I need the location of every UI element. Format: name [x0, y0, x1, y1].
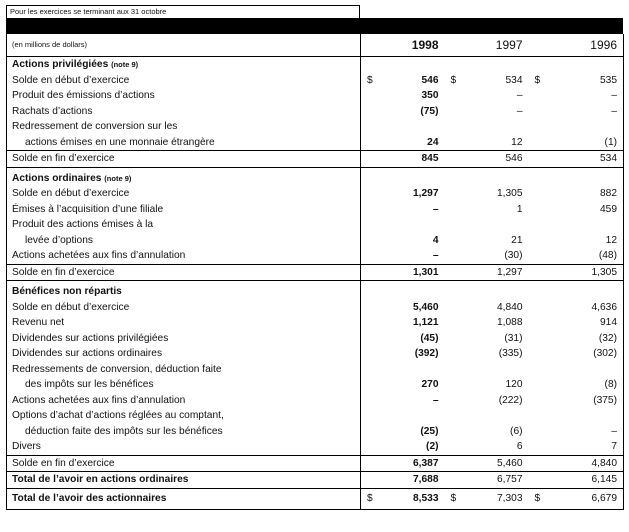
value-1998: –	[432, 394, 439, 406]
row-label: Bénéfices non répartis	[7, 284, 361, 300]
value-1997	[463, 408, 529, 424]
row-label: Solde en fin d’exercice	[7, 151, 361, 168]
currency-symbol	[445, 248, 463, 264]
currency-symbol	[529, 424, 547, 440]
table-row	[7, 217, 624, 233]
value-1996	[547, 171, 624, 187]
currency-symbol: $	[445, 488, 463, 509]
currency-symbol	[445, 424, 463, 440]
row-label: Solde en fin d’exercice	[7, 455, 361, 472]
value-1997: 1,305	[497, 188, 523, 199]
currency-symbol	[529, 455, 547, 472]
value-1998: 546	[421, 74, 439, 86]
value-1997	[463, 57, 529, 73]
currency-symbol: $	[361, 73, 379, 89]
currency-symbol	[529, 248, 547, 264]
value-1996	[547, 408, 624, 424]
currency-symbol	[445, 300, 463, 316]
currency-symbol	[529, 377, 547, 393]
value-1996: 4,840	[547, 455, 624, 472]
value-1996: (48)	[547, 248, 624, 264]
value-1996	[547, 217, 624, 233]
row-label: Redressement de conversion sur les	[7, 119, 361, 135]
value-1996	[547, 362, 624, 378]
value-1997: (31)	[504, 332, 523, 344]
currency-symbol	[361, 408, 379, 424]
value-1996: 882	[547, 186, 624, 202]
value-1996: 7	[547, 439, 624, 455]
row-label: Produit des actions émises à la	[7, 217, 361, 233]
value-1998	[379, 171, 445, 187]
value-1997: 546	[463, 151, 529, 168]
note-ref: (note 9)	[104, 173, 132, 183]
row-label: déduction faite des impôts sur les bénéfices	[7, 424, 361, 440]
row-label: levée d’options	[7, 233, 361, 249]
value-1997	[463, 217, 529, 233]
value-1996	[547, 119, 624, 135]
value-1996: 535	[547, 73, 624, 89]
currency-symbol	[445, 284, 463, 300]
row-label: actions émises en une monnaie étrangère	[7, 135, 361, 151]
currency-symbol	[361, 202, 379, 218]
currency-symbol	[529, 119, 547, 135]
table-caption: Pour les exercices se terminant aux 31 octobre	[6, 5, 360, 18]
row-label: des impôts sur les bénéfices	[7, 377, 361, 393]
year-1998: 1998	[379, 34, 445, 57]
currency-symbol	[361, 377, 379, 393]
currency-symbol: $	[529, 488, 547, 509]
value-1997: 4,840	[497, 301, 523, 313]
total-row	[7, 455, 624, 472]
currency-symbol	[361, 119, 379, 135]
value-1998: 5,460	[413, 301, 439, 313]
currency-symbol	[445, 88, 463, 104]
currency-symbol	[361, 88, 379, 104]
row-label: Rachats d’actions	[7, 104, 361, 120]
currency-symbol	[361, 331, 379, 347]
currency-symbol	[445, 439, 463, 455]
value-1998: 4	[432, 234, 439, 246]
value-1998: (25)	[420, 425, 439, 437]
currency-symbol	[361, 472, 379, 489]
row-label: Solde en fin d’exercice	[7, 264, 361, 281]
currency-symbol	[445, 393, 463, 409]
value-1997	[463, 171, 529, 187]
value-1998: 7,688	[413, 474, 439, 485]
currency-symbol	[529, 151, 547, 168]
table-row	[7, 186, 624, 202]
value-1996: 6,679	[547, 488, 624, 509]
section-header-row	[7, 171, 624, 187]
value-1997	[463, 362, 529, 378]
currency-symbol	[529, 393, 547, 409]
currency-symbol	[529, 171, 547, 187]
value-1997: 21	[511, 234, 523, 246]
value-1996: –	[547, 88, 624, 104]
total-row	[7, 264, 624, 281]
currency-symbol	[445, 346, 463, 362]
value-1997: 7,303	[463, 488, 529, 509]
currency-symbol	[445, 233, 463, 249]
currency-symbol	[361, 171, 379, 187]
value-1998	[379, 284, 445, 300]
currency-symbol	[361, 186, 379, 202]
value-1998: 1,121	[413, 317, 439, 328]
row-label: Revenu net	[7, 315, 361, 331]
value-1996: (32)	[547, 331, 624, 347]
value-1996: 1,305	[547, 264, 624, 281]
value-1997: 6,757	[497, 474, 523, 485]
value-1997	[463, 119, 529, 135]
currency-symbol	[361, 104, 379, 120]
row-label: Solde en début d’exercice	[7, 300, 361, 316]
currency-symbol	[529, 284, 547, 300]
value-1998: (75)	[420, 105, 439, 117]
section-header-row	[7, 284, 624, 300]
table-row	[7, 346, 624, 362]
value-1996: (302)	[547, 346, 624, 362]
value-1998	[379, 217, 445, 233]
value-1997: (222)	[498, 394, 523, 406]
currency-symbol	[529, 135, 547, 151]
currency-symbol	[361, 284, 379, 300]
shareholders-equity-table	[6, 34, 624, 510]
year-1996: 1996	[547, 34, 624, 57]
currency-symbol	[529, 362, 547, 378]
currency-symbol	[361, 346, 379, 362]
table-row	[7, 104, 624, 120]
table-row	[7, 362, 624, 378]
value-1996	[547, 57, 624, 73]
currency-symbol: $	[534, 74, 541, 86]
currency-symbol	[529, 57, 547, 73]
value-1996: –	[547, 424, 624, 440]
value-1997: –	[516, 105, 523, 117]
value-1997: –	[516, 90, 523, 101]
table-row	[7, 202, 624, 218]
value-1998: 270	[421, 379, 439, 390]
table-row	[7, 439, 624, 455]
row-label: Actions achetées aux fins d’annulation	[7, 248, 361, 264]
table-row	[7, 424, 624, 440]
currency-symbol	[445, 171, 463, 187]
table-row	[7, 248, 624, 264]
value-1998	[379, 57, 445, 73]
value-1997: 120	[505, 379, 523, 390]
row-label: Total de l’avoir en actions ordinaires	[7, 472, 361, 489]
currency-symbol	[445, 331, 463, 347]
currency-symbol	[445, 57, 463, 73]
currency-symbol	[361, 393, 379, 409]
table-row	[7, 377, 624, 393]
row-label: Solde en début d’exercice	[7, 73, 361, 89]
value-1997	[463, 284, 529, 300]
currency-symbol	[445, 186, 463, 202]
currency-symbol	[361, 424, 379, 440]
row-label: Redressements de conversion, déduction faite	[7, 362, 361, 378]
value-1998: 350	[421, 90, 439, 101]
currency-symbol	[361, 264, 379, 281]
currency-symbol	[529, 186, 547, 202]
row-label: Actions privilégiées (note 9)	[7, 57, 361, 73]
table-row	[7, 300, 624, 316]
value-1996: 4,636	[547, 300, 624, 316]
value-1998: (392)	[414, 348, 439, 359]
table-row	[7, 408, 624, 424]
value-1998	[379, 362, 445, 378]
currency-symbol	[529, 472, 547, 489]
currency-symbol	[445, 408, 463, 424]
table-row	[7, 315, 624, 331]
currency-symbol	[529, 300, 547, 316]
currency-symbol	[529, 439, 547, 455]
currency-symbol	[445, 472, 463, 489]
row-label: Dividendes sur actions ordinaires	[7, 346, 361, 362]
currency-symbol	[445, 119, 463, 135]
value-1996: (1)	[547, 135, 624, 151]
value-1996: 6,145	[547, 472, 624, 489]
value-1998: –	[432, 250, 439, 261]
currency-symbol	[445, 202, 463, 218]
currency-symbol	[361, 300, 379, 316]
units-label: (en millions de dollars)	[7, 34, 361, 57]
total-row	[7, 472, 624, 489]
value-1996: 12	[547, 233, 624, 249]
row-label: Solde en début d’exercice	[7, 186, 361, 202]
table-row	[7, 119, 624, 135]
value-1996: 534	[547, 151, 624, 168]
table-row	[7, 135, 624, 151]
value-1996: 459	[547, 202, 624, 218]
value-1997: 1	[516, 203, 523, 215]
header-bar	[6, 18, 623, 34]
row-label: Produit des émissions d’actions	[7, 88, 361, 104]
currency-symbol: $	[361, 488, 379, 509]
currency-symbol	[361, 233, 379, 249]
currency-symbol	[529, 346, 547, 362]
value-1998: 1,297	[413, 188, 439, 199]
total-row	[7, 151, 624, 168]
table-row	[7, 88, 624, 104]
value-1996: (375)	[547, 393, 624, 409]
value-1998: (2)	[426, 441, 439, 452]
row-label: Divers	[7, 439, 361, 455]
currency-symbol	[445, 151, 463, 168]
value-1998: 6,387	[379, 455, 445, 472]
table-row	[7, 73, 624, 89]
value-1998: 1,301	[379, 264, 445, 281]
value-1997: 1,297	[463, 264, 529, 281]
value-1997: 1,088	[497, 317, 523, 328]
currency-symbol	[361, 217, 379, 233]
value-1996: (8)	[547, 377, 624, 393]
value-1998: (45)	[420, 332, 439, 344]
table-row	[7, 331, 624, 347]
section-header-row	[7, 57, 624, 73]
value-1997: (30)	[504, 250, 523, 261]
currency-symbol	[361, 248, 379, 264]
currency-symbol	[445, 264, 463, 281]
currency-symbol	[529, 217, 547, 233]
total-row	[7, 488, 624, 509]
currency-symbol	[445, 377, 463, 393]
value-1998: 845	[379, 151, 445, 168]
currency-symbol	[445, 217, 463, 233]
note-ref: (note 9)	[111, 60, 139, 69]
value-1997: 6	[516, 441, 523, 452]
value-1997: 12	[511, 136, 523, 148]
row-label: Actions achetées aux fins d’annulation	[7, 393, 361, 409]
currency-symbol	[529, 104, 547, 120]
row-label: Actions ordinaires (note 9)	[7, 171, 361, 187]
currency-symbol	[361, 57, 379, 73]
currency-symbol	[529, 315, 547, 331]
currency-symbol	[445, 362, 463, 378]
table-row	[7, 233, 624, 249]
currency-symbol	[445, 104, 463, 120]
row-label: Dividendes sur actions privilégiées	[7, 331, 361, 347]
currency-symbol	[445, 315, 463, 331]
currency-symbol	[529, 88, 547, 104]
row-label: Options d’achat d’actions réglées au comptant,	[7, 408, 361, 424]
currency-symbol	[445, 135, 463, 151]
value-1998: –	[432, 203, 439, 215]
currency-symbol	[529, 202, 547, 218]
value-1997: 534	[505, 74, 523, 86]
currency-symbol	[361, 455, 379, 472]
value-1997: 5,460	[463, 455, 529, 472]
currency-symbol	[361, 439, 379, 455]
value-1998	[379, 408, 445, 424]
currency-symbol	[361, 135, 379, 151]
value-1996: –	[547, 104, 624, 120]
currency-symbol	[529, 233, 547, 249]
currency-symbol: $	[450, 74, 457, 86]
column-header-row	[7, 34, 624, 57]
currency-symbol	[445, 455, 463, 472]
currency-symbol	[529, 264, 547, 281]
currency-symbol	[529, 331, 547, 347]
row-label: Total de l’avoir des actionnaires	[7, 488, 361, 509]
value-1996	[547, 284, 624, 300]
table-row	[7, 393, 624, 409]
value-1997: (335)	[498, 348, 523, 359]
year-1997: 1997	[463, 34, 529, 57]
value-1998: 8,533	[379, 488, 445, 509]
value-1996: 914	[547, 315, 624, 331]
currency-symbol	[361, 151, 379, 168]
value-1998	[379, 119, 445, 135]
currency-symbol	[529, 408, 547, 424]
value-1997: (6)	[510, 425, 523, 437]
currency-symbol	[361, 362, 379, 378]
currency-symbol	[361, 315, 379, 331]
value-1998: 24	[427, 136, 439, 148]
row-label: Émises à l’acquisition d’une filiale	[7, 202, 361, 218]
